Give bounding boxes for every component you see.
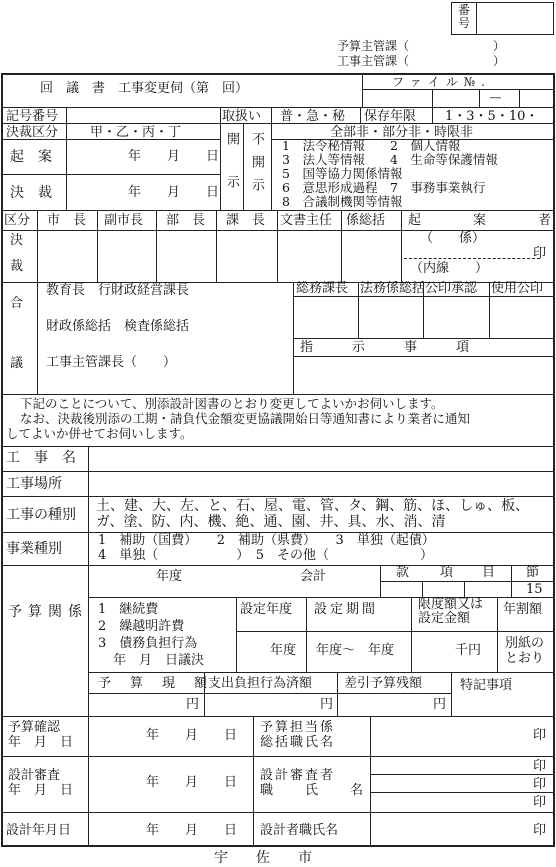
budget-section-label: 予算主管課（ ） xyxy=(337,39,506,53)
reason-3: 5 国等協力関係情報 xyxy=(282,166,403,181)
col-seal-approval: 公印承認 xyxy=(425,281,478,296)
decide-label: 決 裁 xyxy=(10,185,52,201)
body-line-3: してよいか併せてお伺いします。 xyxy=(6,426,193,441)
limit-amount-label: 限度額又は 設定金額 xyxy=(418,597,484,626)
fukaiji-label: 不開示 xyxy=(249,132,264,201)
koji-types-line-1: 土、建、大、左、と、石、屋、電、管、タ、鋼、筋、ほ、しゅ、板、 xyxy=(96,498,530,514)
type-carryover: 2 繰越明許費 xyxy=(98,619,185,634)
gougi-line-2: 財政係総括 検査係総括 xyxy=(46,319,190,334)
drafter-kakari: （ 係） xyxy=(420,231,486,246)
body-line-1: 下記のことについて、別添設計図書のとおり変更してよいかお伺いします。 xyxy=(20,396,444,411)
col-general-affairs: 総務課長 xyxy=(296,281,349,296)
budget-check-date-label: 予算確認 年 月 日 xyxy=(8,720,74,750)
budget-officer-seal: 印 xyxy=(533,728,547,743)
col-director: 部 長 xyxy=(166,213,206,228)
jigyo-options-2: 4 単独（ ） 5 その他（ ） xyxy=(98,548,434,563)
fiscal-year-label: 年度 xyxy=(156,569,183,584)
reason-1: 1 法令秘情報 2 個人情報 xyxy=(282,138,461,153)
expended-yen: 円 xyxy=(320,697,334,712)
city-name: 宇 佐 市 xyxy=(214,850,312,866)
jigyo-options-1: 1 補助（国費） 2 補助（県費） 3 単独（起債） xyxy=(98,533,435,548)
form-title: 回 議 書 工事変更伺（第 回） xyxy=(40,81,249,96)
fiscal-year-2: 年度 xyxy=(270,643,297,658)
decision-class-options: 甲・乙・丙・丁 xyxy=(90,125,182,140)
drafter-label: 起 案 者 xyxy=(408,213,552,228)
drafter-seal: 印 xyxy=(533,246,547,261)
number-label: 番 号 xyxy=(458,3,471,30)
file-number-label: ファイル№. xyxy=(392,75,491,89)
kessai-label: 決 裁 xyxy=(10,233,24,274)
type-debt: 3 債務負担行為 xyxy=(98,636,198,651)
gougi-line-3: 工事主管課長（ ） xyxy=(46,355,177,370)
budget-officer-label: 予算担当係 総括職氏名 xyxy=(260,720,336,750)
col-section-chief: 課 長 xyxy=(226,213,266,228)
decide-date: 年 月 日 xyxy=(128,185,220,200)
remaining-yen: 円 xyxy=(433,697,447,712)
gougi-label: 合 議 xyxy=(10,296,24,371)
current-budget-label: 予 算 現 額 xyxy=(98,676,211,691)
expended-label: 支出負担行為済額 xyxy=(208,676,313,691)
setsu-value: 15 xyxy=(526,582,543,597)
retention-label: 保存年限 xyxy=(364,109,417,124)
setsu-label: 節 xyxy=(526,565,540,580)
designer-seal: 印 xyxy=(533,823,547,838)
drafter-extension: （内線 ） xyxy=(410,261,489,276)
decision-class-label: 決裁区分 xyxy=(6,125,59,140)
design-reviewer-seal-1: 印 xyxy=(533,759,547,774)
kou-label: 項 xyxy=(440,565,454,580)
set-year-label: 設定年度 xyxy=(240,602,293,617)
col-mayor: 市 長 xyxy=(47,213,87,228)
gougi-line-1: 教育長 行財政経営課長 xyxy=(46,283,190,298)
draft-date: 年 月 日 xyxy=(128,149,220,164)
koji-type-label: 工事の種別 xyxy=(6,507,76,523)
reason-5: 8 合議制機関等情報 xyxy=(282,194,403,209)
disclosure-options: 全部非・部分非・時限非 xyxy=(330,125,474,140)
col-seal-used: 使用公印 xyxy=(491,281,544,296)
col-doc-officer: 文書主任 xyxy=(280,213,333,228)
reason-2: 3 法人等情報 4 生命等保護情報 xyxy=(282,152,498,167)
retention-options: 1・3・5・10・ xyxy=(445,109,539,124)
budget-relation-label: 予算関係 xyxy=(8,604,88,620)
design-date-label: 設計年月日 xyxy=(6,823,72,838)
reason-4: 6 意思形成過程 7 事務事業執行 xyxy=(282,180,486,195)
design-reviewer-seal-3: 印 xyxy=(533,795,547,810)
type-continuing: 1 継続費 xyxy=(98,602,159,617)
moku-label: 目 xyxy=(482,565,496,580)
works-section-label: 工事主管課（ ） xyxy=(337,54,506,68)
remaining-label: 差引予算残額 xyxy=(344,676,423,691)
special-notes-label: 特記事項 xyxy=(460,678,513,693)
handling-label: 取扱い xyxy=(222,109,262,124)
koji-name-label: 工 事 名 xyxy=(6,450,76,466)
kan-label: 款 xyxy=(396,565,410,580)
design-date: 年 月 日 xyxy=(146,823,238,838)
design-reviewer-label: 設計審査者 職 氏 名 xyxy=(260,768,366,798)
record-number-label: 記号番号 xyxy=(6,109,59,124)
col-vice-mayor: 副市長 xyxy=(104,213,144,228)
draft-label: 起 案 xyxy=(10,149,52,165)
design-review-date-label: 設計審査 年 月 日 xyxy=(8,768,74,798)
period-value: 年度～ 年度 xyxy=(316,643,395,658)
kubun-label: 区分 xyxy=(4,213,31,228)
instructions-label: 指 示 事 項 xyxy=(300,340,470,355)
resolution-date: 年 月 日議決 xyxy=(113,653,205,668)
handling-options: 普・急・秘 xyxy=(280,109,346,124)
see-attached: 別紙の とおり xyxy=(505,636,545,666)
budget-check-date: 年 月 日 xyxy=(146,728,238,743)
file-dash: ― xyxy=(490,91,501,104)
design-review-date: 年 月 日 xyxy=(146,775,238,790)
kaiji-label: 開示 xyxy=(224,132,239,218)
body-line-2: なお、決裁後別添の工期・請負代金額変更協議開始日等通知書により業者に通知 xyxy=(20,411,471,426)
current-budget-yen: 円 xyxy=(186,697,200,712)
jigyo-type-label: 事業種別 xyxy=(6,541,62,557)
col-legal: 法務係総括 xyxy=(360,281,426,296)
designer-label: 設計者職氏名 xyxy=(260,823,339,838)
set-period-label: 設定期間 xyxy=(314,602,379,617)
koji-types-line-2: ガ、塗、防、内、機、絶、通、園、井、具、水、消、清 xyxy=(96,514,446,530)
design-reviewer-seal-2: 印 xyxy=(533,777,547,792)
annual-amount-label: 年割額 xyxy=(503,602,543,617)
koji-place-label: 工事場所 xyxy=(6,476,62,492)
col-group-leader: 係総括 xyxy=(346,213,386,228)
account-label: 会計 xyxy=(300,569,327,584)
thousand-yen: 千円 xyxy=(455,643,482,658)
